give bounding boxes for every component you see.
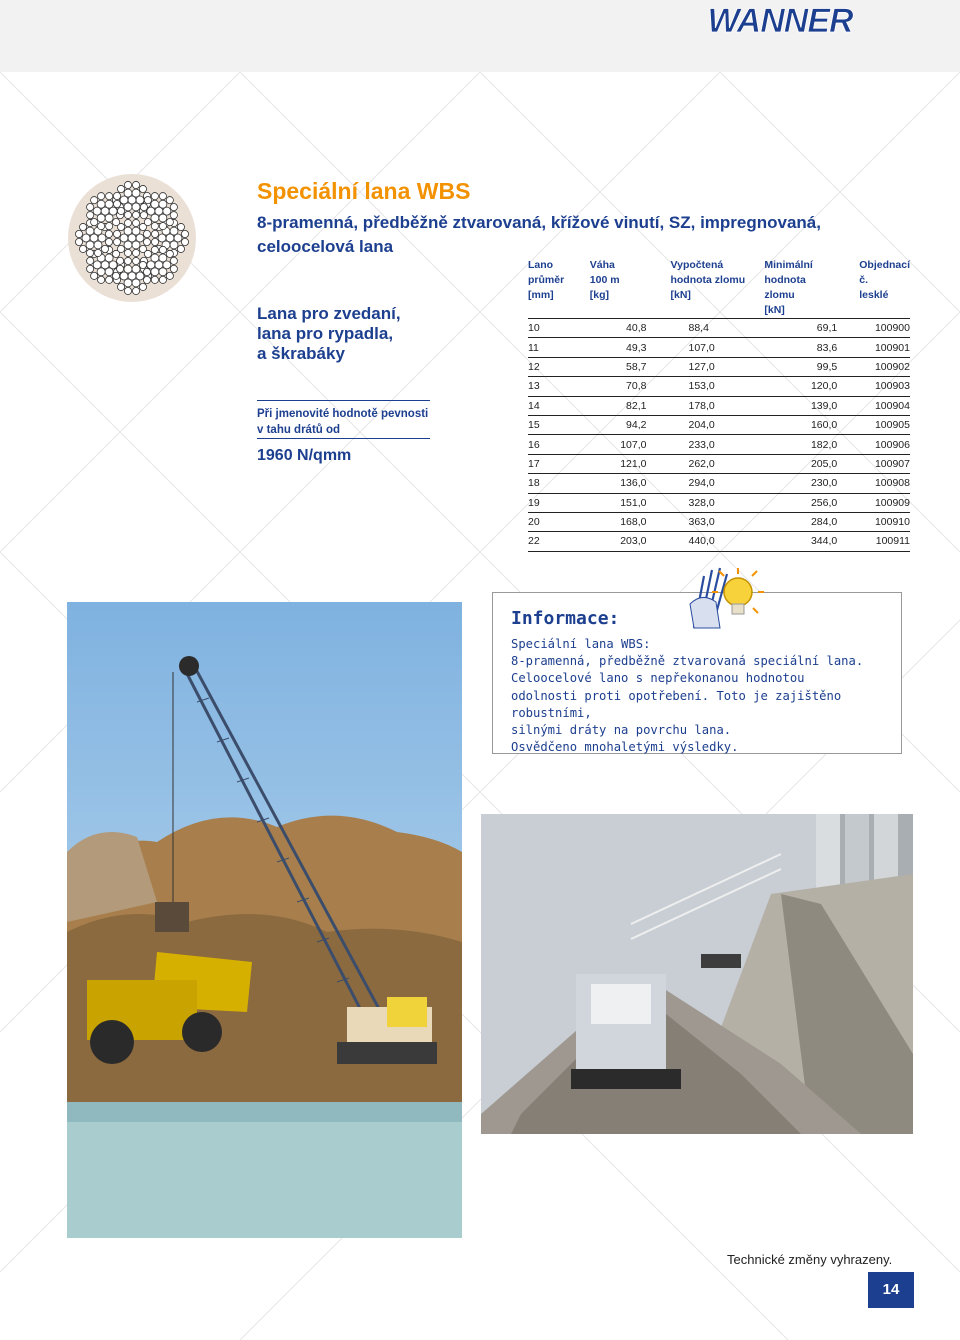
cell-diameter: 13 xyxy=(528,377,572,396)
col-header-diameter xyxy=(528,258,572,319)
cell-weight: 121,0 xyxy=(572,454,671,473)
table-row xyxy=(528,396,910,415)
stacker-gravel-photo xyxy=(481,814,913,1134)
table-row xyxy=(528,357,910,376)
cell-min-break: 284,0 xyxy=(764,512,845,531)
cell-diameter: 11 xyxy=(528,338,572,357)
cell-min-break: 230,0 xyxy=(764,474,845,493)
cell-min-break: 205,0 xyxy=(764,454,845,473)
usage-line: lana pro rypadla, xyxy=(257,324,394,343)
cell-order-no: 100904 xyxy=(845,396,910,415)
info-line: 8-pramenná, předběžně ztvarovaná speciální lana. xyxy=(511,654,864,669)
cell-weight: 58,7 xyxy=(572,357,671,376)
info-title: Informace: xyxy=(511,608,620,629)
cell-min-break: 139,0 xyxy=(764,396,845,415)
cell-diameter: 20 xyxy=(528,512,572,531)
header-line: Lano xyxy=(528,259,554,271)
header-line: [mm] xyxy=(528,289,554,301)
cell-weight: 203,0 xyxy=(572,532,671,551)
table-row xyxy=(528,319,910,338)
cell-order-no: 100909 xyxy=(845,493,910,512)
info-line: Speciální lana WBS: xyxy=(511,637,651,651)
cell-diameter: 12 xyxy=(528,357,572,376)
col-header-weight xyxy=(572,258,671,319)
cell-order-no: 100905 xyxy=(845,415,910,434)
table-row xyxy=(528,435,910,454)
cell-order-no: 100903 xyxy=(845,377,910,396)
cell-calc-break: 178,0 xyxy=(670,396,764,415)
info-lightbulb-icon xyxy=(672,562,772,630)
strength-value: 1960 N/qmm xyxy=(257,447,352,464)
cell-order-no: 100907 xyxy=(845,454,910,473)
cell-order-no: 100911 xyxy=(845,532,910,551)
cell-weight: 168,0 xyxy=(572,512,671,531)
rope-cross-section-icon xyxy=(66,172,198,304)
cell-weight: 136,0 xyxy=(572,474,671,493)
cell-weight: 40,8 xyxy=(572,319,671,338)
product-subtitle: 8-pramenná, předběžně ztvarovaná, křížové vinutí, SZ, impregnovaná, celoocelová lana xyxy=(257,213,821,256)
header-line: [kN] xyxy=(764,304,785,316)
col-header-order-no xyxy=(845,258,910,319)
page-number: 14 xyxy=(868,1272,914,1308)
product-title: Speciální lana WBS xyxy=(257,178,471,204)
cell-weight: 49,3 xyxy=(572,338,671,357)
header-line: 100 m xyxy=(589,274,620,286)
cell-weight: 107,0 xyxy=(572,435,671,454)
cell-calc-break: 153,0 xyxy=(670,377,764,396)
table-row xyxy=(528,415,910,434)
table-row xyxy=(528,512,910,531)
cell-order-no: 100900 xyxy=(845,319,910,338)
table-row xyxy=(528,377,910,396)
header-line: hodnota zlomu xyxy=(764,274,806,301)
usage-line: Lana pro zvedaní, xyxy=(257,304,401,323)
cell-weight: 151,0 xyxy=(572,493,671,512)
cell-calc-break: 294,0 xyxy=(670,474,764,493)
header-line: [kN] xyxy=(670,289,691,301)
info-text xyxy=(511,636,891,756)
cell-diameter: 14 xyxy=(528,396,572,415)
table-row xyxy=(528,338,910,357)
cell-min-break: 160,0 xyxy=(764,415,845,434)
cell-calc-break: 88,4 xyxy=(670,319,764,338)
header-line: Objednací č. xyxy=(859,259,910,286)
table-row xyxy=(528,474,910,493)
cell-calc-break: 107,0 xyxy=(670,338,764,357)
cell-calc-break: 440,0 xyxy=(670,532,764,551)
usage-line: a škrabáky xyxy=(257,344,345,363)
info-line: Osvědčeno mnohaletými výsledky. xyxy=(511,740,739,755)
cell-weight: 82,1 xyxy=(572,396,671,415)
strength-label: Při jmenovité hodnotě pevnosti v tahu drátů od xyxy=(257,408,429,436)
header-line: [kg] xyxy=(589,289,610,301)
table-row xyxy=(528,532,910,551)
header-line: Vypočtená xyxy=(670,259,724,271)
cell-order-no: 100910 xyxy=(845,512,910,531)
cell-order-no: 100906 xyxy=(845,435,910,454)
divider xyxy=(257,438,430,439)
cell-min-break: 120,0 xyxy=(764,377,845,396)
cell-diameter: 18 xyxy=(528,474,572,493)
cell-diameter: 17 xyxy=(528,454,572,473)
cell-diameter: 15 xyxy=(528,415,572,434)
header-line: Minimální xyxy=(764,259,813,271)
cell-weight: 70,8 xyxy=(572,377,671,396)
cell-calc-break: 363,0 xyxy=(670,512,764,531)
cell-min-break: 69,1 xyxy=(764,319,845,338)
cell-min-break: 344,0 xyxy=(764,532,845,551)
usage-description xyxy=(257,304,457,364)
cell-min-break: 256,0 xyxy=(764,493,845,512)
table-row xyxy=(528,493,910,512)
cell-weight: 94,2 xyxy=(572,415,671,434)
cell-calc-break: 262,0 xyxy=(670,454,764,473)
cell-min-break: 182,0 xyxy=(764,435,845,454)
info-line: odolnosti proti opotřebení. Toto je zajištěno robustními, xyxy=(511,688,842,720)
header-line: průměr xyxy=(528,274,565,286)
crawler-crane-photo xyxy=(67,602,462,1238)
header-line: lesklé xyxy=(859,289,889,301)
svg-text:WANNER: WANNER xyxy=(707,2,853,36)
wanner-logo xyxy=(668,2,892,36)
cell-calc-break: 328,0 xyxy=(670,493,764,512)
rope-spec-table xyxy=(528,258,910,552)
table-header-row xyxy=(528,258,910,319)
cell-diameter: 22 xyxy=(528,532,572,551)
cell-calc-break: 204,0 xyxy=(670,415,764,434)
header-line: Váha xyxy=(589,259,615,271)
cell-order-no: 100902 xyxy=(845,357,910,376)
col-header-min-break xyxy=(764,258,845,319)
table-row xyxy=(528,454,910,473)
col-header-calc-break xyxy=(670,258,764,319)
cell-calc-break: 127,0 xyxy=(670,357,764,376)
cell-diameter: 16 xyxy=(528,435,572,454)
cell-diameter: 10 xyxy=(528,319,572,338)
cell-min-break: 99,5 xyxy=(764,357,845,376)
info-line: silnými dráty na povrchu lana. xyxy=(511,723,732,738)
header-line: hodnota zlomu xyxy=(670,274,746,286)
cell-diameter: 19 xyxy=(528,493,572,512)
cell-order-no: 100908 xyxy=(845,474,910,493)
info-line: Celoocelové lano s nepřekonanou hodnotou xyxy=(511,671,805,686)
cell-order-no: 100901 xyxy=(845,338,910,357)
footer-note: Technické změny vyhrazeny. xyxy=(727,1252,893,1267)
divider xyxy=(257,400,430,401)
cell-calc-break: 233,0 xyxy=(670,435,764,454)
cell-min-break: 83,6 xyxy=(764,338,845,357)
